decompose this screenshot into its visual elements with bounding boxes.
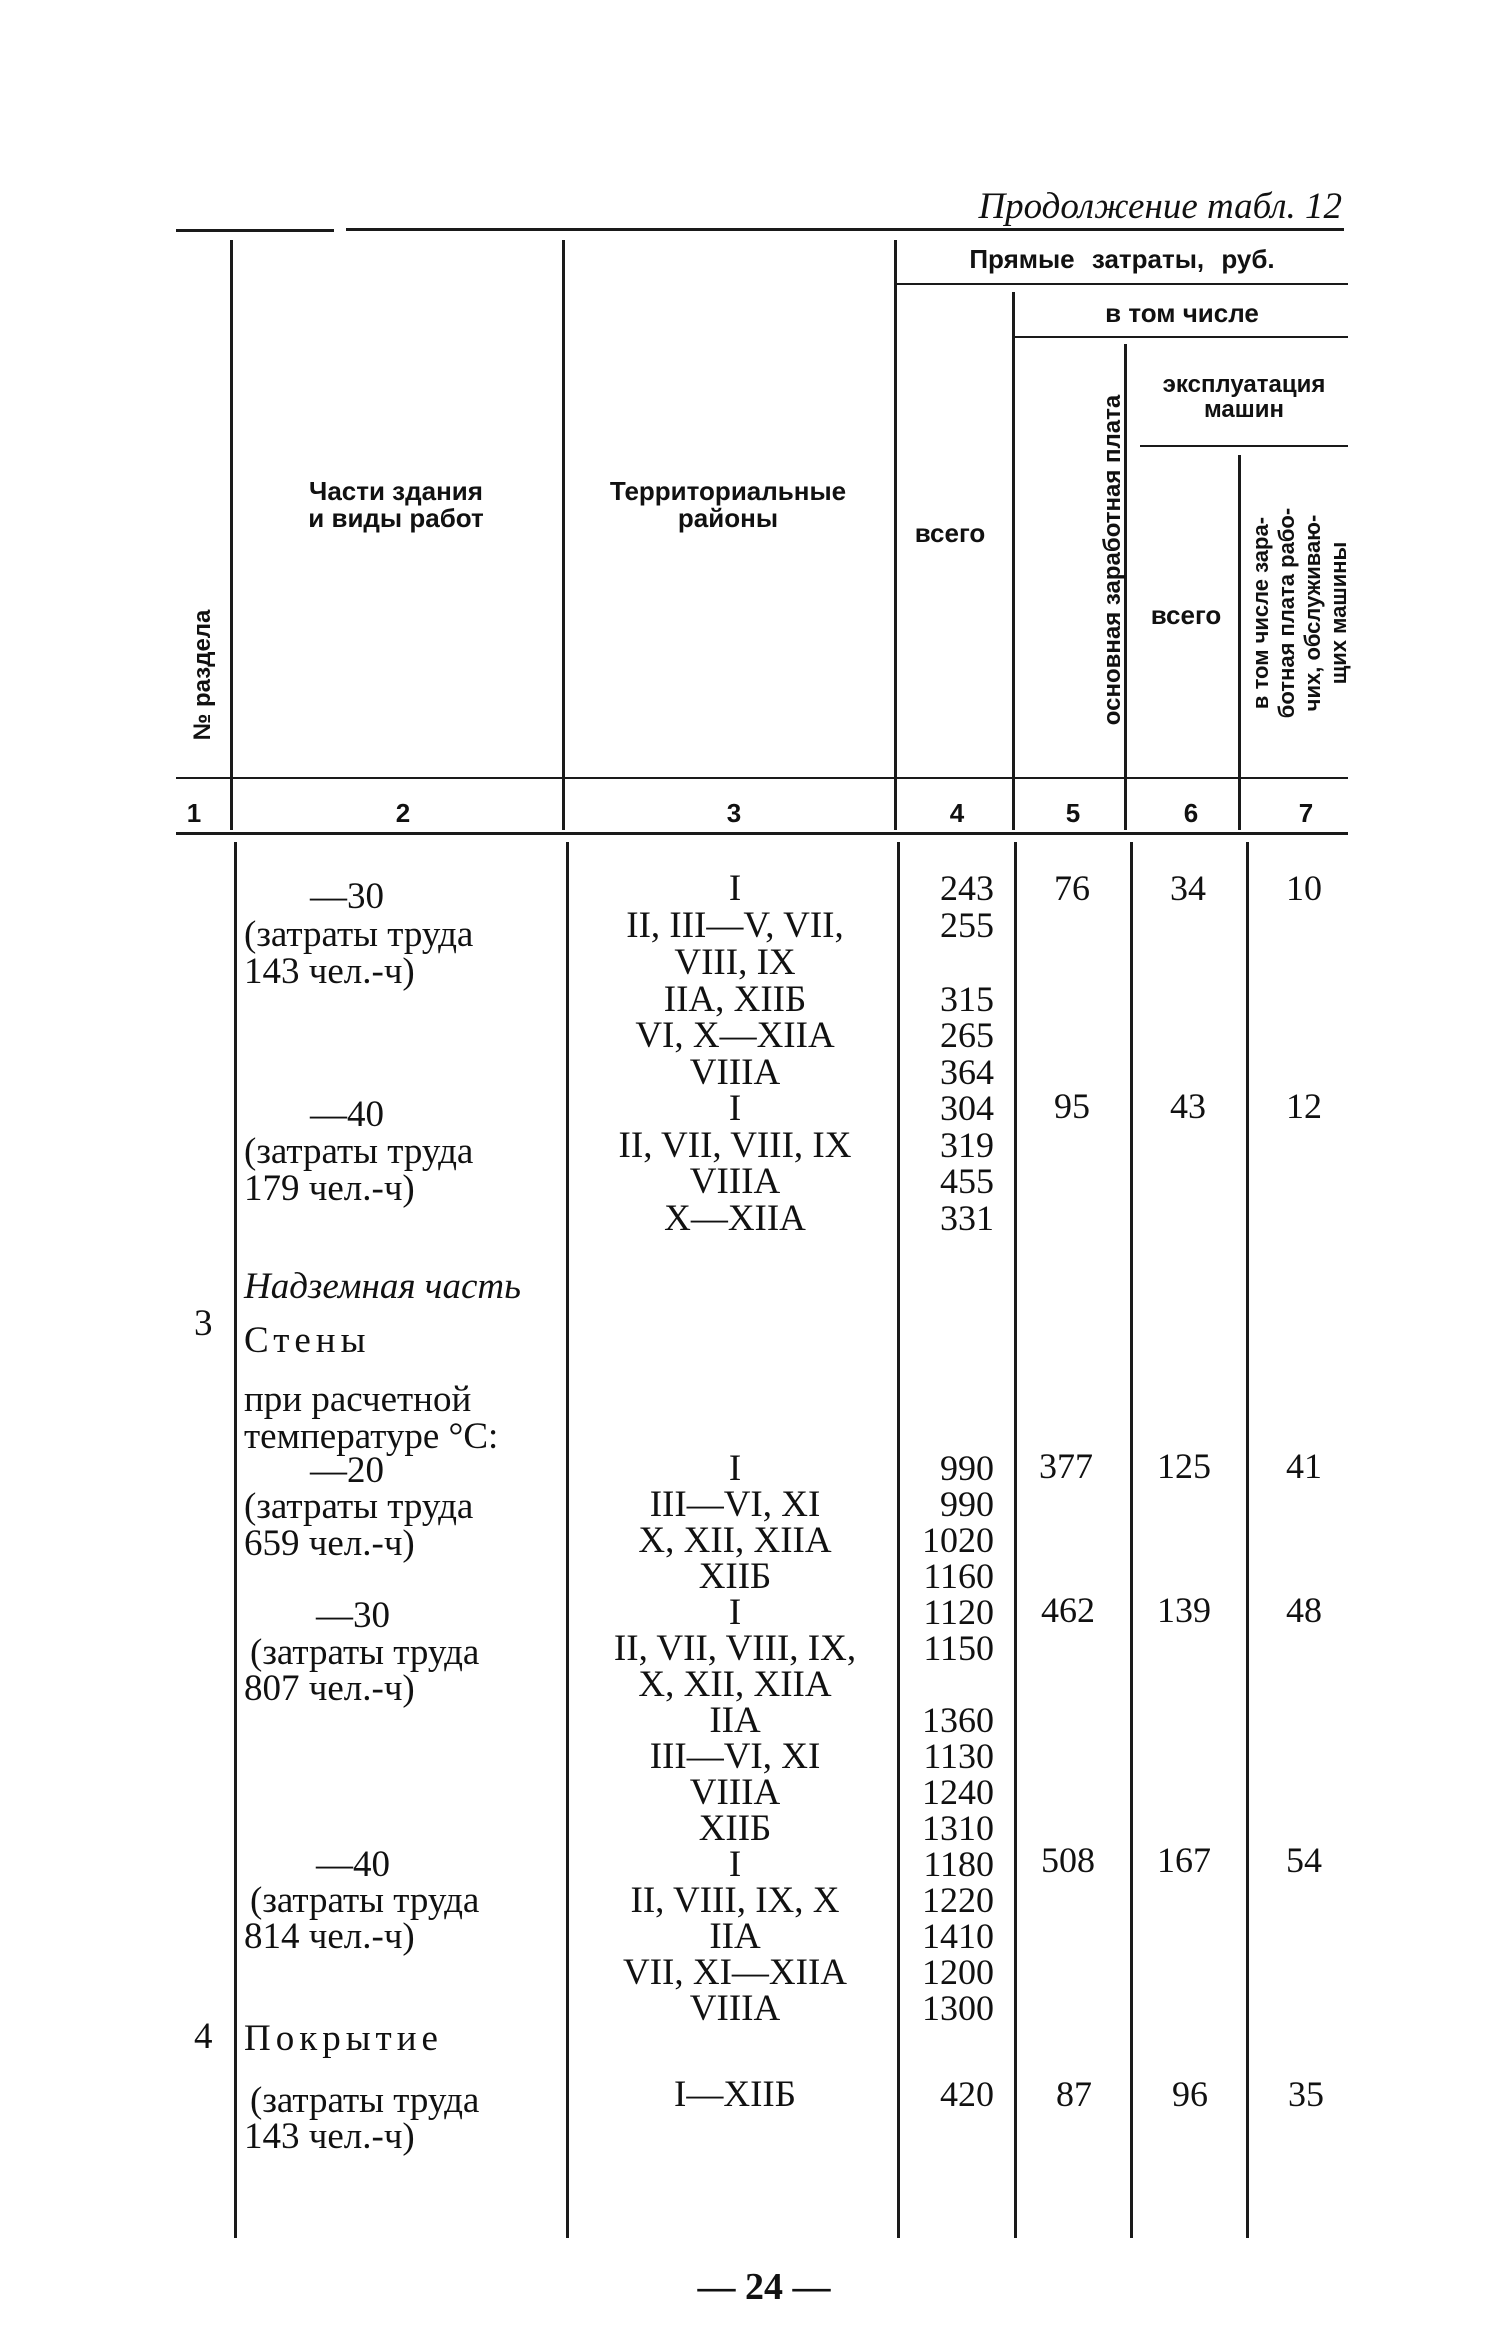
r40-region-4: X—XIIА [664, 1198, 806, 1239]
vline-2-body [566, 842, 569, 2238]
w20-total-3: 1020 [922, 1520, 994, 1560]
w30-total-6: 1310 [922, 1808, 994, 1848]
vline-3-header [894, 240, 897, 830]
w20-line2: 659 чел.-ч) [244, 1523, 415, 1564]
vline-3-body [897, 842, 900, 2238]
w20-line1: (затраты труда [244, 1486, 474, 1527]
header-col3: Территориальные районы [609, 476, 847, 534]
section4-line2: 143 чел.-ч) [244, 2116, 415, 2157]
vline-2-header [562, 240, 565, 830]
section4-c7: 35 [1288, 2074, 1324, 2114]
header-col7: в том числе зара- ботная плата рабо- чих, обслуживаю- щих машины [1248, 507, 1351, 719]
w20-total-1: 990 [940, 1448, 994, 1488]
w30-region-5: III—VI, XI [649, 1736, 821, 1777]
vline-1-header [230, 240, 233, 830]
rule-under-mach-group [1140, 445, 1348, 447]
section4-line1: (затраты труда [250, 2080, 480, 2121]
r40-region-2: II, VII, VIII, IX [618, 1125, 852, 1166]
section3-cond2: температуре °С: [244, 1416, 499, 1457]
r40-total-3: 455 [940, 1161, 994, 1201]
vline-6-body [1246, 842, 1249, 2238]
r30-region-4: IIА, XIIБ [663, 979, 807, 1020]
r30-region-2: II, III—V, VII, [626, 905, 844, 946]
w40-line2: 814 чел.-ч) [244, 1916, 415, 1957]
w30-total-2: 1150 [923, 1628, 994, 1668]
r30-c6: 34 [1170, 868, 1206, 908]
w40-total-4: 1200 [922, 1952, 994, 1992]
w20-c7: 41 [1286, 1446, 1322, 1486]
w30-line2: 807 чел.-ч) [244, 1668, 415, 1709]
rule-under-sub-group [1014, 336, 1348, 338]
section3-number: 3 [194, 1303, 213, 1344]
w40-region-2: II, VIII, IX, X [630, 1880, 840, 1921]
w20-c6: 125 [1157, 1446, 1211, 1486]
w20-region-1: I [728, 1448, 742, 1489]
col-number-4: 4 [949, 798, 965, 828]
r40-title: —40 [310, 1094, 384, 1135]
header-col2: Части здания и виды работ [308, 476, 484, 534]
w40-region-1: I [728, 1844, 742, 1885]
r30-region-6: VIIIА [689, 1052, 781, 1093]
r30-line1: (затраты труда [244, 914, 474, 955]
w40-total-5: 1300 [922, 1988, 994, 2028]
w20-c5: 377 [1039, 1446, 1093, 1486]
col-number-5: 5 [1065, 798, 1081, 828]
w40-title: —40 [316, 1844, 390, 1885]
r30-region-3: VIII, IX [674, 942, 796, 983]
w40-line1: (затраты труда [250, 1880, 480, 1921]
vline-4-body [1014, 842, 1017, 2238]
r40-total-4: 331 [940, 1198, 994, 1238]
w20-region-2: III—VI, XI [649, 1484, 821, 1525]
section3-cond1: при расчетной [244, 1379, 472, 1420]
w40-total-1: 1180 [923, 1844, 994, 1884]
header-group-sub: в том числе [1105, 298, 1259, 328]
header-col4: всего [914, 518, 986, 548]
w40-region-4: VII, XI—XIIА [623, 1952, 847, 1993]
top-rule-left [176, 229, 334, 232]
w40-c6: 167 [1157, 1840, 1211, 1880]
r30-total-5: 364 [940, 1052, 994, 1092]
section4-total-1: 420 [940, 2074, 994, 2114]
r30-total-1: 243 [940, 868, 994, 908]
r40-total-2: 319 [940, 1125, 994, 1165]
section4-c5: 87 [1056, 2074, 1092, 2114]
w40-c5: 508 [1041, 1840, 1095, 1880]
w40-total-2: 1220 [922, 1880, 994, 1920]
w20-region-4: XIIБ [698, 1556, 772, 1597]
vline-4-header [1012, 292, 1015, 830]
header-group-main: Прямые затраты, руб. [969, 244, 1275, 274]
col-number-7: 7 [1298, 798, 1314, 828]
w30-region-1: I [728, 1592, 742, 1633]
w30-region-3: X, XII, XIIА [638, 1664, 832, 1705]
r40-line2: 179 чел.-ч) [244, 1168, 415, 1209]
vline-1-body [234, 842, 237, 2238]
r30-region-5: VI, X—XIIА [635, 1015, 835, 1056]
section4-title: Покрытие [244, 2018, 443, 2059]
r40-region-3: VIIIА [689, 1161, 781, 1202]
header-col6: всего [1150, 600, 1222, 630]
w30-total-4: 1130 [923, 1736, 994, 1776]
col-number-2: 2 [395, 798, 411, 828]
w30-region-7: XIIБ [698, 1808, 772, 1849]
section4-number: 4 [194, 2016, 213, 2057]
rule-under-main-group [896, 283, 1348, 285]
w30-c6: 139 [1157, 1590, 1211, 1630]
w30-total-1: 1120 [923, 1592, 994, 1632]
w30-c7: 48 [1286, 1590, 1322, 1630]
w30-region-4: IIА [709, 1700, 761, 1741]
w20-total-2: 990 [940, 1484, 994, 1524]
col-number-1: 1 [186, 798, 202, 828]
page-number: — 24 — [697, 2266, 831, 2308]
r40-line1: (затраты труда [244, 1131, 474, 1172]
w30-region-6: VIIIА [689, 1772, 781, 1813]
rule-header-bottom [176, 777, 1348, 779]
vline-5-body [1130, 842, 1133, 2238]
w40-c7: 54 [1286, 1840, 1322, 1880]
w20-region-3: X, XII, XIIА [638, 1520, 832, 1561]
w30-line1: (затраты труда [250, 1632, 480, 1673]
r40-c5: 95 [1054, 1086, 1090, 1126]
section3-title: Стены [244, 1320, 371, 1361]
section4-c6: 96 [1172, 2074, 1208, 2114]
r40-c7: 12 [1286, 1086, 1322, 1126]
w40-region-3: IIА [709, 1916, 761, 1957]
col-number-6: 6 [1183, 798, 1199, 828]
r30-total-2: 255 [940, 905, 994, 945]
r40-c6: 43 [1170, 1086, 1206, 1126]
w30-c5: 462 [1041, 1590, 1095, 1630]
w30-total-5: 1240 [922, 1772, 994, 1812]
r30-total-3: 315 [940, 979, 994, 1019]
rule-numbers-bottom [176, 832, 1348, 835]
w20-total-4: 1160 [923, 1556, 994, 1596]
r40-total-1: 304 [940, 1088, 994, 1128]
top-rule [346, 228, 1344, 231]
header-col1: № раздела [189, 609, 216, 741]
r40-region-1: I [728, 1088, 742, 1129]
w30-title: —30 [316, 1595, 390, 1636]
w20-title: —20 [310, 1450, 384, 1491]
w40-total-3: 1410 [922, 1916, 994, 1956]
table-caption: Продолжение табл. 12 [978, 186, 1342, 227]
r30-c7: 10 [1286, 868, 1322, 908]
header-group-machines: эксплуатация машин [1162, 371, 1326, 424]
col-number-3: 3 [726, 798, 742, 828]
section3-subtitle: Надземная часть [244, 1266, 521, 1307]
w40-region-5: VIIIА [689, 1988, 781, 2029]
vline-6-header [1238, 455, 1241, 830]
r30-region-1: I [728, 868, 742, 909]
r30-title: —30 [310, 876, 384, 917]
header-col5: основная заработная плата [1099, 394, 1126, 726]
r30-c5: 76 [1054, 868, 1090, 908]
r30-line2: 143 чел.-ч) [244, 951, 415, 992]
w30-total-3: 1360 [922, 1700, 994, 1740]
section4-region-1: I—XIIБ [674, 2074, 796, 2115]
r30-total-4: 265 [940, 1015, 994, 1055]
w30-region-2: II, VII, VIII, IX, [613, 1628, 857, 1669]
